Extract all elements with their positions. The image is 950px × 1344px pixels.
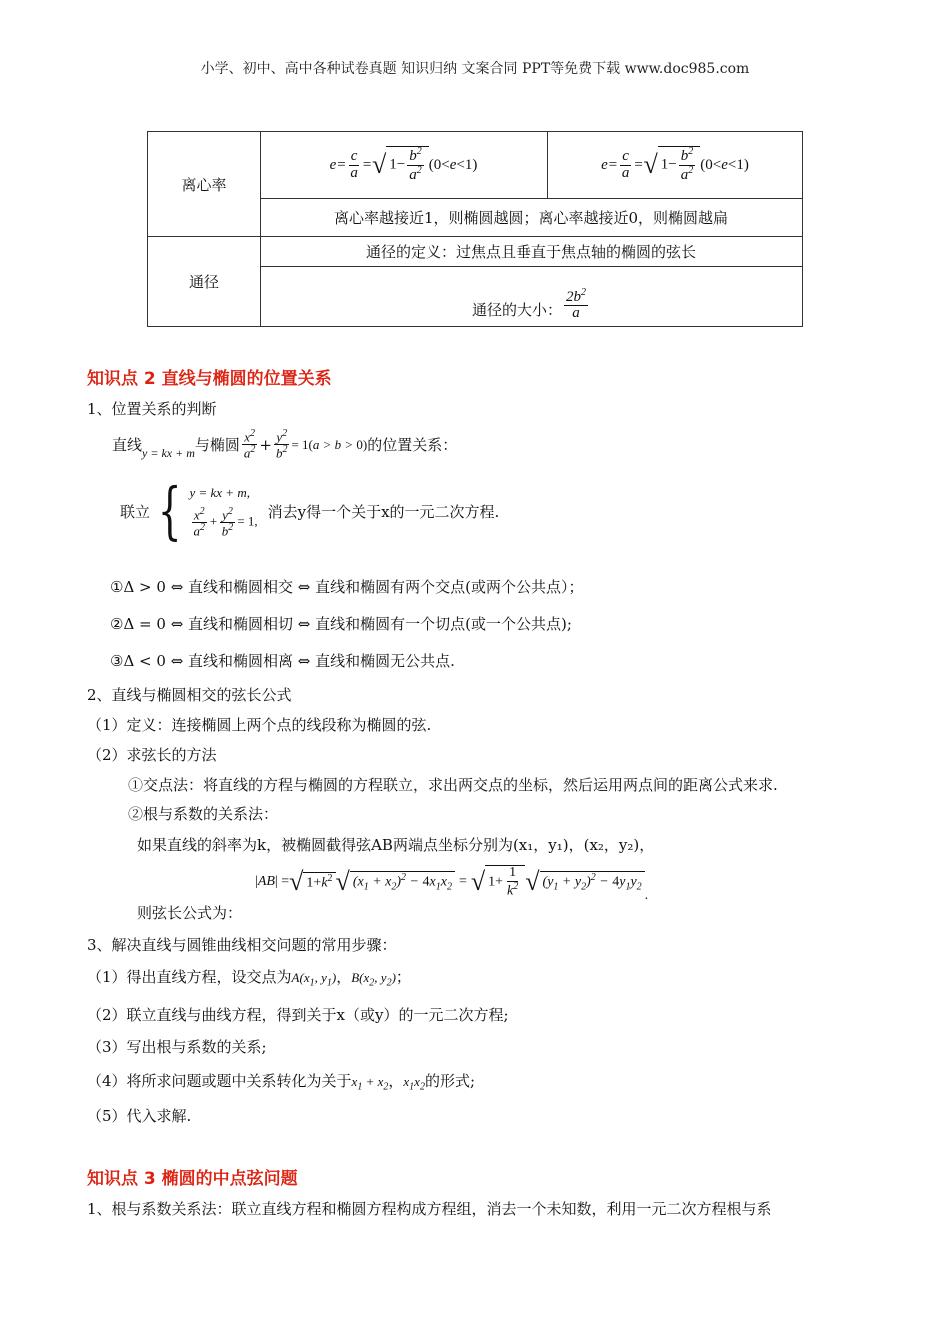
step-5: （5）代入求解. — [87, 1107, 192, 1125]
step-3: （3）写出根与系数的关系; — [87, 1038, 267, 1056]
latus-definition: 通径的定义：过焦点且垂直于焦点轴的椭圆的弦长 — [365, 243, 696, 261]
eccentricity-formula-y: e= $\frac{c}{a}$ = √ 1− $\frac{b^2}{a^2}$ (0< e <1) — [601, 146, 749, 183]
step-1: （1）得出直线方程，设交点为$A(x_1$, $y_1$)，$B(x_2$, $y_2$)； — [87, 968, 411, 989]
eccentricity-note: 离心率越接近1，则椭圆越圆；离心率越接近0，则椭圆越扁 — [333, 209, 729, 227]
row-label-latus-rectum: 通径 — [188, 273, 219, 291]
line-ellipse-statement: 直线 y = kx + m 与椭圆 $\frac{x^2}{a^2}$ + $\frac{y^2}{b^2}$ = 1(a > b > 0) 的位置关系： — [112, 428, 458, 461]
subheading-2: 2、直线与椭圆相交的弦长公式 — [87, 686, 292, 704]
page-header: 小学、初中、高中各种试卷真题 知识归纳 文案合同 PPT等免费下载 www.doc985.com — [200, 61, 750, 77]
method-vieta: ②根与系数的关系法： — [128, 805, 279, 823]
slope-statement: 如果直线的斜率为k，被椭圆截得弦AB两端点坐标分别为(x₁，y₁)，(x₂，y₂)， — [137, 836, 655, 854]
step-4: （4）将所求问题或题中关系转化为关于$x_1 + x_2$，$x_1x_2$的形式; — [87, 1072, 476, 1093]
case-intersect: ①Δ > 0 ⇔ 直线和椭圆相交 ⇔ 直线和椭圆有两个交点(或两个公共点）； — [110, 578, 584, 596]
method-intersection: ①交点法：将直线的方程与椭圆的方程联立，求出两交点的坐标，然后运用两点间的距离公式来求. — [128, 776, 778, 794]
eccentricity-formula-x: e= $\frac{c}{a}$ = √ 1− $\frac{b^2}{a^2}$ (0< e <1) — [329, 146, 478, 183]
section-title-3: 知识点 3 椭圆的中点弦问题 — [87, 1169, 298, 1189]
chord-formula: | AB | = √ $1+k^2$ √ $(x_1 + x_2)^2 - 4x_1x_2$ = √ 1+ $\frac{1}{k^2}$ √ $(y_1 + y_2)^2 - 4y_1y_2$ . — [255, 864, 649, 903]
chord-method: （2）求弦长的方法 — [87, 746, 217, 764]
subheading-1: 1、位置关系的判断 — [87, 400, 217, 418]
row-label-eccentricity: 离心率 — [181, 175, 227, 194]
step-2: （2）联立直线与曲线方程，得到关于x（或y）的一元二次方程; — [87, 1006, 509, 1024]
subheading-3: 3、解决直线与圆锥曲线相交问题的常用步骤： — [87, 936, 397, 954]
system-equations: 联立 { y = kx + m, $\frac{x^2}{a^2}$ + $\frac{y^2}{b^2}$ = 1, 消去y得一个关于x的一元二次方程. — [120, 474, 500, 547]
case-separate: ③Δ < 0 ⇔ 直线和椭圆相离 ⇔ 直线和椭圆无公共点. — [110, 652, 455, 670]
chord-formula-label: 则弦长公式为： — [137, 904, 243, 922]
chord-definition: （1）定义：连接椭圆上两个点的线段称为椭圆的弦. — [87, 716, 432, 734]
latus-size: 通径的大小： $\frac{2b^2}{a}$ — [471, 286, 586, 322]
section-title-2: 知识点 2 直线与椭圆的位置关系 — [87, 369, 332, 389]
properties-table — [147, 131, 803, 327]
case-tangent: ②Δ = 0 ⇔ 直线和椭圆相切 ⇔ 直线和椭圆有一个切点(或一个公共点); — [110, 615, 572, 633]
section3-paragraph: 1、根与系数关系法：联立直线方程和椭圆方程构成方程组，消去一个未知数，利用一元二次方程根与系 — [87, 1200, 772, 1218]
